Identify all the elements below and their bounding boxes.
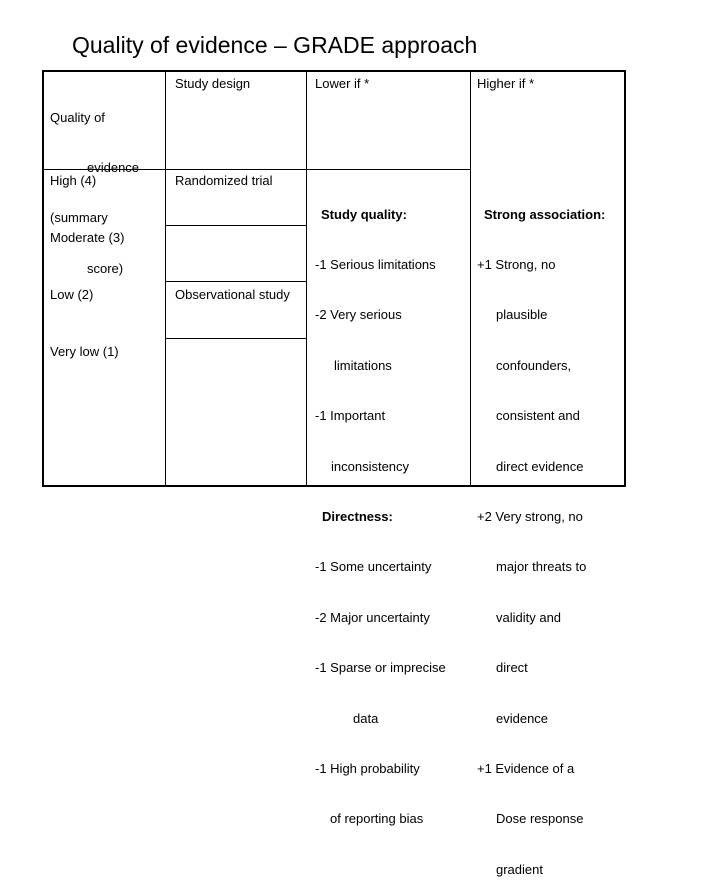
criterion-line: validity and — [496, 609, 562, 625]
quality-level-high: High (4) — [50, 173, 97, 188]
criterion-line: gradient — [496, 861, 543, 877]
criterion-line: -2 Major uncertainty — [315, 609, 430, 625]
criterion-line: consistent and — [496, 408, 580, 424]
criterion-line: direct evidence — [496, 458, 584, 474]
header-quality-line: Quality of — [50, 109, 105, 125]
criterion-line: plausible — [496, 307, 548, 323]
study-design-randomized: Randomized trial — [175, 173, 273, 188]
header-quality-line: (summary — [50, 210, 108, 226]
column-divider — [306, 72, 307, 485]
quality-level-low: Low (2) — [50, 287, 94, 302]
criterion-line: evidence — [496, 710, 549, 726]
row-divider — [165, 225, 306, 226]
column-divider — [165, 72, 166, 485]
header-lower-if: Lower if * — [315, 76, 370, 91]
criterion-line: -1 High probability — [315, 760, 420, 776]
criterion-line: -1 Some uncertainty — [315, 559, 432, 575]
higher-if-criteria — [477, 173, 605, 895]
criterion-line: -1 Sparse or imprecise — [315, 660, 446, 676]
criterion-line: Dose response — [496, 811, 584, 827]
row-divider — [165, 338, 306, 339]
criterion-line: data — [353, 710, 379, 726]
criterion-line: -1 Serious limitations — [315, 256, 436, 272]
criterion-line: inconsistency — [331, 458, 410, 474]
criterion-line: major threats to — [496, 559, 587, 575]
strong-association-heading: Strong association: — [484, 206, 606, 222]
directness-heading: Directness: — [322, 508, 393, 524]
criterion-line: limitations — [334, 357, 392, 373]
header-study-design: Study design — [175, 76, 251, 91]
column-divider — [470, 72, 471, 485]
header-quality-line: score) — [87, 260, 124, 276]
slide-title: Quality of evidence – GRADE approach — [72, 32, 478, 58]
study-quality-heading: Study quality: — [321, 206, 407, 222]
criterion-line: -2 Very serious — [315, 307, 402, 323]
criterion-line: confounders, — [496, 357, 572, 373]
study-design-observational: Observational study — [175, 287, 290, 302]
quality-level-very-low: Very low (1) — [50, 344, 119, 359]
quality-level-moderate: Moderate (3) — [50, 230, 125, 245]
header-higher-if: Higher if * — [477, 76, 535, 91]
criterion-line: direct — [496, 660, 528, 676]
criterion-line: +2 Very strong, no — [477, 508, 583, 524]
lower-if-criteria — [315, 173, 446, 845]
row-divider — [165, 281, 306, 282]
header-quality-line: evidence — [87, 159, 140, 175]
criterion-line: +1 Strong, no — [477, 256, 556, 272]
criterion-line: -1 Important — [315, 408, 386, 424]
criterion-line: of reporting bias — [330, 811, 424, 827]
criterion-line: +1 Evidence of a — [477, 760, 575, 776]
